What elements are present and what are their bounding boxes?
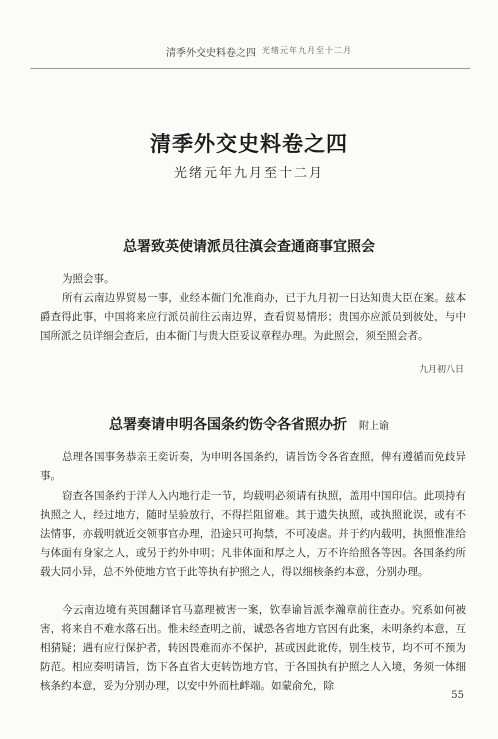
page-number: 55 (451, 690, 464, 701)
section2-paragraph-2: 窃查各国条约于洋人入内地行走一节，均载明必须请有执照，盖用中国印信。此项持有执照之人，经过地方，随时呈验放行，不得拦阻留难。其于遗失执照，或执照讹误，或有不法情事，亦载明就近交领事官办理，沿途只可拘禁，不可凌虐。并于约内载明，执照惟准给与体面有身家之人，或另于约外申明；凡非体面和厚之人，万不许给照各等因。各国条约所载大同小异，总不外使地方官于此等执有护照之人，得以细核条约本意，分别办理。 (40, 490, 466, 578)
section2-title-note: 附上谕 (359, 421, 389, 432)
section2-title (0, 414, 498, 434)
running-header-book-title: 清季外交史料卷之四 (166, 48, 256, 59)
section2-paragraph-3: 今云南边境有英国翻译官马嘉理被害一案，钦奉谕旨派李瀚章前往查办。究系如何被害，将来自不难水落石出。惟未经查明之前，诚恐各省地方官因有此案，未明条约本意，互相猜疑；遇有应行保护者，转因畏难而亦不保护，甚或因此讹传，别生枝节，均不可不预为防范。相应奏明请旨，饬下各直省大吏转饬地方官，于各国执有护照之人入境，务须一体细核条约本意，妥为分别办理，以安中外而杜衅端。如蒙俞允，除 (40, 604, 466, 692)
page-title: 清季外交史料卷之四 (150, 131, 348, 156)
section1-date: 九月初八日 (418, 365, 464, 375)
header-divider (30, 68, 470, 69)
page-subtitle: 光绪元年九月至十二月 (173, 166, 324, 181)
section1-body: 所有云南边界贸易一事，业经本衙门允准商办，已于九月初一日达知贵大臣在案。兹本爵查得此事，中国将来应行派员前往云南边界，查看贸易情形；贵国亦应派员到彼处，与中国所派之员详细会查后，由本衙门与贵大臣妥议章程办理。为此照会，须至照会者。 (40, 292, 466, 342)
running-header-period: 光绪元年九月至十二月 (262, 46, 352, 55)
section1-salutation: 为照会事。 (62, 273, 115, 285)
section2-title-text: 总署奏请申明各国条约饬令各省照办折 (109, 417, 347, 433)
section1-title: 总署致英使请派员往滇会查通商事宜照会 (123, 239, 375, 255)
section2-paragraph-1: 总理各国事务恭亲王奕䜣奏，为申明各国条约，请旨饬令各省查照，俾有遵循而免歧异事。 (40, 451, 466, 482)
